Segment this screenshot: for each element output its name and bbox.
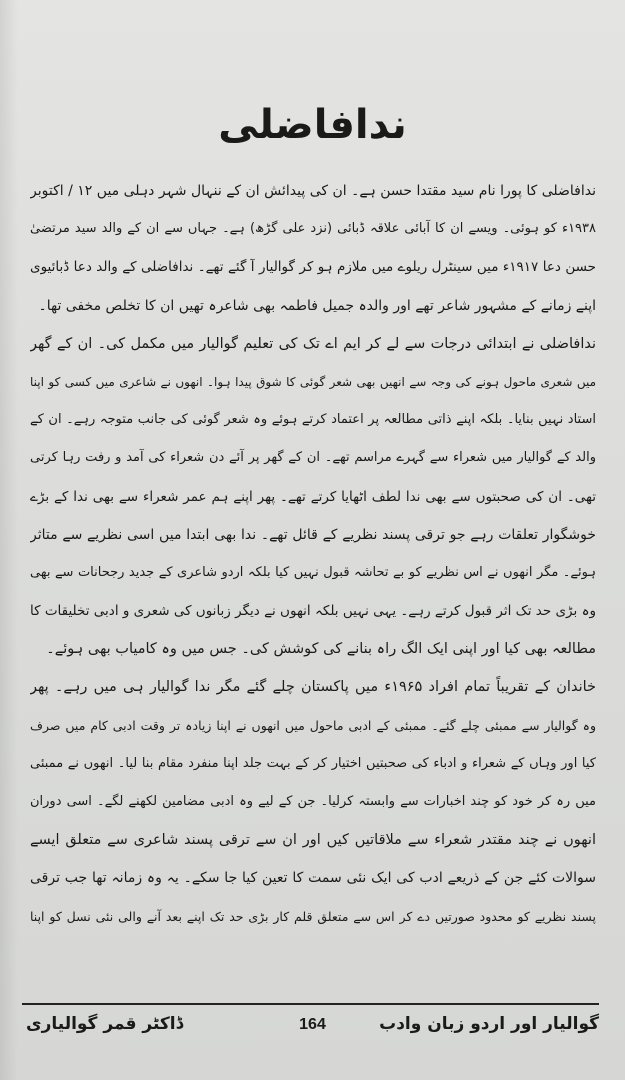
body-text: [30, 172, 596, 936]
text-line: میں رہ کر خود کو چند اخبارات سے وابستہ کرلیا۔ جن کے لیے وہ ادبی مضامین لکھنے لگے۔ اسی دوران: [30, 794, 596, 809]
text-line: سوالات کئے جن کے ذریعے ادب کی ایک نئی سمت کا تعین کیا جا سکے۔ یہ وہ زمانہ تھا جب ترقی: [30, 870, 596, 887]
page-footer: [26, 1008, 599, 1048]
text-line: ۱۹۳۸ء کو ہوئی۔ ویسے ان کا آبائی علاقہ ڈبائی (نزد علی گڑھ) ہے۔ جہاں سے ان کے والد سید مرتضیٰ: [30, 221, 596, 237]
text-line: وہ گوالیار سے ممبئی چلے گئے۔ ممبئی کے ادبی ماحول میں انھوں نے اپنا زیادہ تر وقت ادبی کام میں صرف: [30, 717, 596, 733]
text-line: ندافاضلی کا پورا نام سید مقتدا حسن ہے۔ ان کی پیدائش ان کے ننہال شہر دہلی میں ۱۲ / اکتوبر: [30, 183, 596, 199]
text-line: استاد نہیں بنایا۔ بلکہ اپنے ذاتی مطالعہ پر اعتماد کرتے ہوئے وہ شعر گوئی کی جانب متوجہ رہے۔ ان کے: [30, 412, 596, 428]
text-line: ہوئے۔ مگر انھوں نے اس نظریے کو بے تحاشہ قبول نہیں کیا بلکہ اردو شاعری کے جدید رجحانات سے بھی: [30, 564, 596, 580]
text-line: حسن دعا ۱۹۱۷ء میں سینٹرل ریلوے میں ملازم ہو کر گوالیار آ گئے تھے۔ ندافاضلی کے والد دعا ڈبائیوی: [30, 259, 596, 276]
text-line: پسند نظریے کو محدود صورتیں دے کر اس سے متعلق قلم کار بڑی حد تک اپنے بعد آنے والی نئی نسل کو اپنا: [30, 908, 596, 924]
footer-book-title: گوالیار اور اردو زبان وادب: [379, 1014, 599, 1034]
text-line: میں شعری ماحول ہونے کی وجہ سے انھیں بھی شعر گوئی کا شوق پیدا ہوا۔ انھوں نے شاعری میں کسی کو اپنا: [30, 374, 596, 389]
text-line: ندافاضلی نے ابتدائی درجات سے لے کر ایم اے تک کی تعلیم گوالیار میں مکمل کی۔ ان کے گھر: [30, 335, 596, 352]
page-title: ندافاضلی: [218, 102, 407, 148]
footer-author: ڈاکٹر قمر گوالیاری: [26, 1014, 184, 1034]
text-line: خاندان کے تقریباً تمام افراد ۱۹۶۵ء میں پاکستان چلے گئے مگر ندا گوالیار ہی میں رہے۔ پھر: [30, 679, 596, 696]
text-line: انھوں نے چند مقتدر شعراء سے ملاقاتیں کیں اور ان سے ترقی پسند شاعری سے متعلق ایسے: [30, 832, 596, 849]
text-line: والد کے گوالیار میں شعراء سے گہرے مراسم تھے۔ ان کے گھر پر آئے دن شعراء کی آمد و رفت رہا کرتی: [30, 450, 596, 466]
page-number: 164: [299, 1016, 326, 1033]
text-line: تھی۔ ان کی صحبتوں سے بھی ندا لطف اٹھایا کرتے تھے۔ پھر اپنے ہم عمر شعراء سے بھی ندا کے بڑے: [30, 488, 596, 505]
footer-rule: [22, 1003, 599, 1005]
text-line: کیا اور وہاں کے شعراء و ادباء کی صحبتیں اختیار کر کے بہت جلد اپنا منفرد مقام بنا لیا۔ انھوں نے ممبئی: [30, 755, 596, 771]
text-line: مطالعہ بھی کیا اور اپنی ایک الگ راہ بنانے کی کوشش کی۔ جس میں وہ کامیاب بھی ہوئے۔: [46, 641, 596, 658]
text-line: خوشگوار تعلقات رہے جو ترقی پسند نظریے کے قائل تھے۔ ندا بھی ابتدا میں اسی نظریے سے متاثر: [30, 526, 596, 543]
text-line: وہ بڑی حد تک اثر قبول کرتے رہے۔ یہی نہیں بلکہ انھوں نے دیگر زبانوں کی شعری و ادبی تخلیقات کا: [30, 603, 596, 620]
text-line: اپنے زمانے کے مشہور شاعر تھے اور والدہ جمیل فاطمہ بھی شاعرہ تھیں ان کا تخلص مخفی تھا۔: [38, 297, 596, 314]
